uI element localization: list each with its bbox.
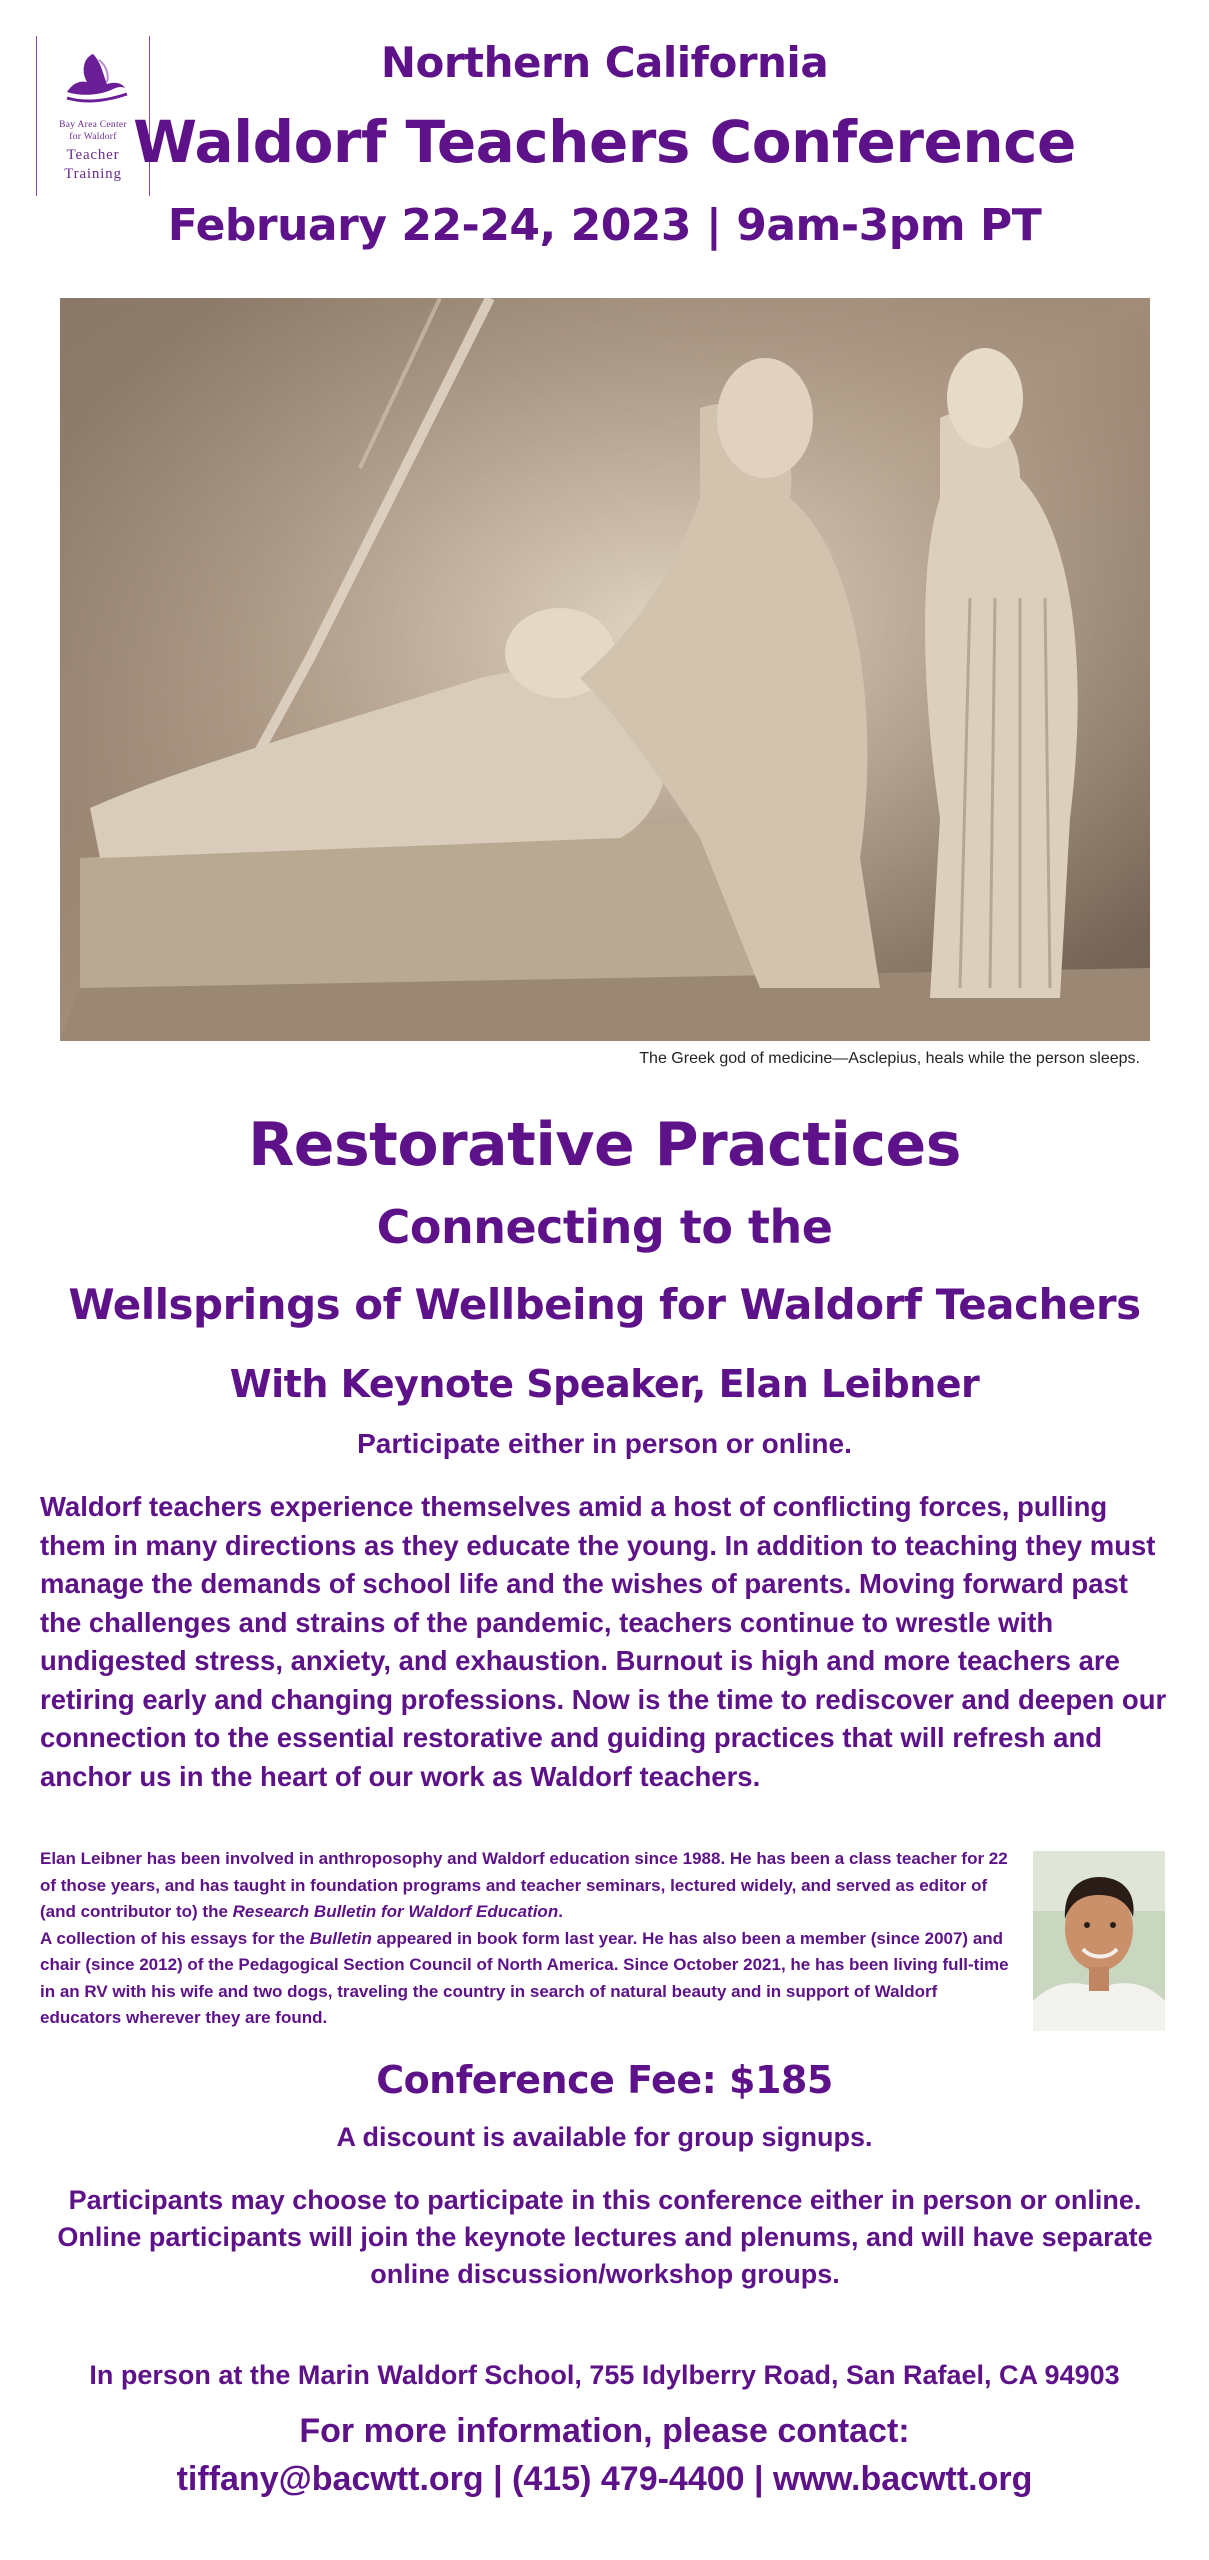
- conference-fee: Conference Fee: $185: [376, 2058, 833, 2102]
- logo-text-line4: Training: [64, 166, 122, 182]
- venue-address: In person at the Marin Waldorf School, 755 Idylberry Road, San Rafael, CA 94903: [89, 2360, 1120, 2390]
- asclepius-relief-photo: [60, 298, 1150, 1041]
- bio-text-1: Elan Leibner has been involved in anthroposophy and Waldorf education since 1988. He has been a class teacher for 22 of those years, and has taught in foundation programs and teacher seminars, lectured widely, and served as editor of (and contributor to) the: [40, 1849, 1008, 1921]
- conference-title: Waldorf Teachers Conference: [133, 108, 1076, 176]
- bio-text-4: appeared in book form last year. He has also been a member (since 2007) and chair (since 2012) of the Pedagogical Section Council of North America. Since October 2021, he has been living full-time in an RV with his wife and two dogs, traveling the country in search of natural beauty and in support of Waldorf educators wherever they are found.: [40, 1928, 1009, 2027]
- conference-region: Northern California: [380, 38, 829, 87]
- bulletin-title: Bulletin: [309, 1928, 372, 1948]
- keynote-speaker: With Keynote Speaker, Elan Leibner: [229, 1362, 980, 1406]
- group-discount-note: A discount is available for group signups.: [336, 2122, 873, 2152]
- logo-text-line2: for Waldorf: [69, 132, 117, 142]
- conference-dates: February 22-24, 2023 | 9am-3pm PT: [167, 200, 1042, 251]
- relief-image: [60, 298, 1150, 1041]
- participation-mode: Participate either in person or online.: [357, 1428, 852, 1459]
- event-heading: Restorative Practices: [248, 1110, 961, 1180]
- logo-text-line3: Teacher: [66, 147, 120, 163]
- contact-label: For more information, please contact:: [299, 2412, 910, 2450]
- event-description: Waldorf teachers experience themselves amid a host of conflicting forces, pulling them in many directions as they educate the young. In addition to teaching they must manage the demands of school life and the wishes of parents. Moving forward past the challenges and strains of the pandemic, teachers continue to wrestle with undigested stress, anxiety, and exhaustion. Burnout is high and more teachers are retiring early and changing professions. Now is the time to rediscover and deepen our connection to the essential restorative and guiding practices that will refresh and anchor us in the heart of our work as Waldorf teachers.: [40, 1491, 1167, 1792]
- research-bulletin-title: Research Bulletin for Waldorf Education: [232, 1902, 559, 1921]
- headshot-image: [1033, 1851, 1165, 2031]
- bio-text-2: .: [558, 1902, 563, 1921]
- photo-caption: The Greek god of medicine—Asclepius, heals while the person sleeps.: [639, 1050, 1140, 1067]
- contact-details: tiffany@bacwtt.org | (415) 479-4400 | www.bacwtt.org: [176, 2460, 1033, 2498]
- speaker-headshot: [1033, 1851, 1165, 2031]
- logo-text-line1: Bay Area Center: [59, 120, 127, 130]
- speaker-bio: [40, 1846, 1010, 2032]
- participation-note: Participants may choose to participate in this conference either in person or online. Online participants will join the keynote lectures and plenums, and will have separate online discussion/workshop groups.: [57, 2185, 1153, 2289]
- event-subheading-line2: Wellsprings of Wellbeing for Waldorf Teachers: [68, 1280, 1141, 1329]
- bio-text-3: A collection of his essays for the: [40, 1928, 310, 1948]
- event-subheading-line1: Connecting to the: [376, 1200, 833, 1254]
